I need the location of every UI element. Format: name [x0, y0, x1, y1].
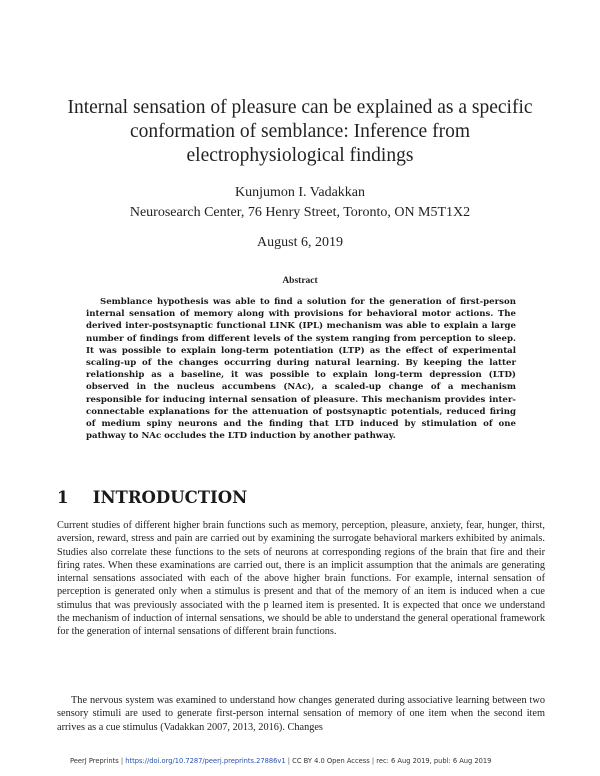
title-line: Internal sensation of pleasure can be explained as a specific	[67, 97, 533, 118]
abstract-heading: Abstract	[282, 276, 318, 286]
section-number: 1	[57, 488, 69, 507]
title-line: electrophysiological findings	[186, 145, 414, 166]
footer-separator: |	[371, 757, 377, 765]
license-text: CC BY 4.0 Open Access	[292, 757, 370, 765]
body-paragraph: The nervous system was examined to understand how changes generated during associative learning between two sensory stimuli are used to generate first-person internal sensation of memory of one item when the second item arrives as a cue stimulus (Vadakkan 2007, 2013, 2016). Changes	[57, 695, 545, 733]
doi-link[interactable]: https://doi.org/10.7287/peerj.preprints.27886v1	[125, 757, 286, 765]
received-dates: rec: 6 Aug 2019, publ: 6 Aug 2019	[376, 757, 492, 765]
section-heading	[57, 488, 537, 507]
abstract-text: Semblance hypothesis was able to find a solution for the generation of first-person internal sensation of memory along with provisions for behavioral motor actions. The derived inter-postsynaptic functional LINK (IPL) mechanism was able to explain a large number of findings from different levels of the system ranging from perception to sleep. It was possible to explain long-term potentiation (LTP) as the effect of experimental scaling-up of the changes occurring during natural learning. By keeping the latter relationship as a baseline, it was possible to explain long-term depression (LTD) observed in the nucleus accumbens (NAc), a scaled-up change of a mechanism responsible for inducing internal sensation of pleasure. This mechanism provides inter-connectable explanations for the attenuation of postsynaptic potentials, reduced firing of medium spiny neurons and the finding that LTD induced by stimulation of one pathway to NAc occludes the LTD induction by another pathway.	[86, 297, 516, 442]
author-affiliation: Neurosearch Center, 76 Henry Street, Toronto, ON M5T1X2	[129, 205, 471, 220]
title-line: conformation of semblance: Inference from	[129, 121, 470, 142]
footer-separator: |	[287, 757, 293, 765]
publisher-name: PeerJ Preprints	[70, 757, 119, 765]
author-name: Kunjumon I. Vadakkan	[235, 185, 365, 200]
footer-separator: |	[120, 757, 126, 765]
publication-date: August 6, 2019	[257, 235, 343, 250]
body-paragraph: Current studies of different higher brain functions such as memory, perception, pleasure, anxiety, fear, hunger, thirst, aversion, reward, stress and pain are carried out by examining the surrogate behavioral markers exhibited by animals. Studies also correlate these functions to the sets of neurons at corresponding regions of the brain that fire and their firing rates. When these examinations are carried out, there is an implicit assumption that the animals are generating internal sensations associated with each of the above higher brain functions. For example, internal sensation of perception is generated only when a stimulus is present and that of the memory of an item is induced when a cue stimulus that was previously associated with the p learned item is presented. It is expected that once we understand the mechanism of induction of internal sensations, we should be able to understand the general operational framework for the generation of internal sensations of different brain functions.	[57, 520, 545, 638]
preprint-footer	[70, 757, 540, 765]
section-title: INTRODUCTION	[92, 488, 248, 507]
paper-title	[55, 96, 545, 168]
